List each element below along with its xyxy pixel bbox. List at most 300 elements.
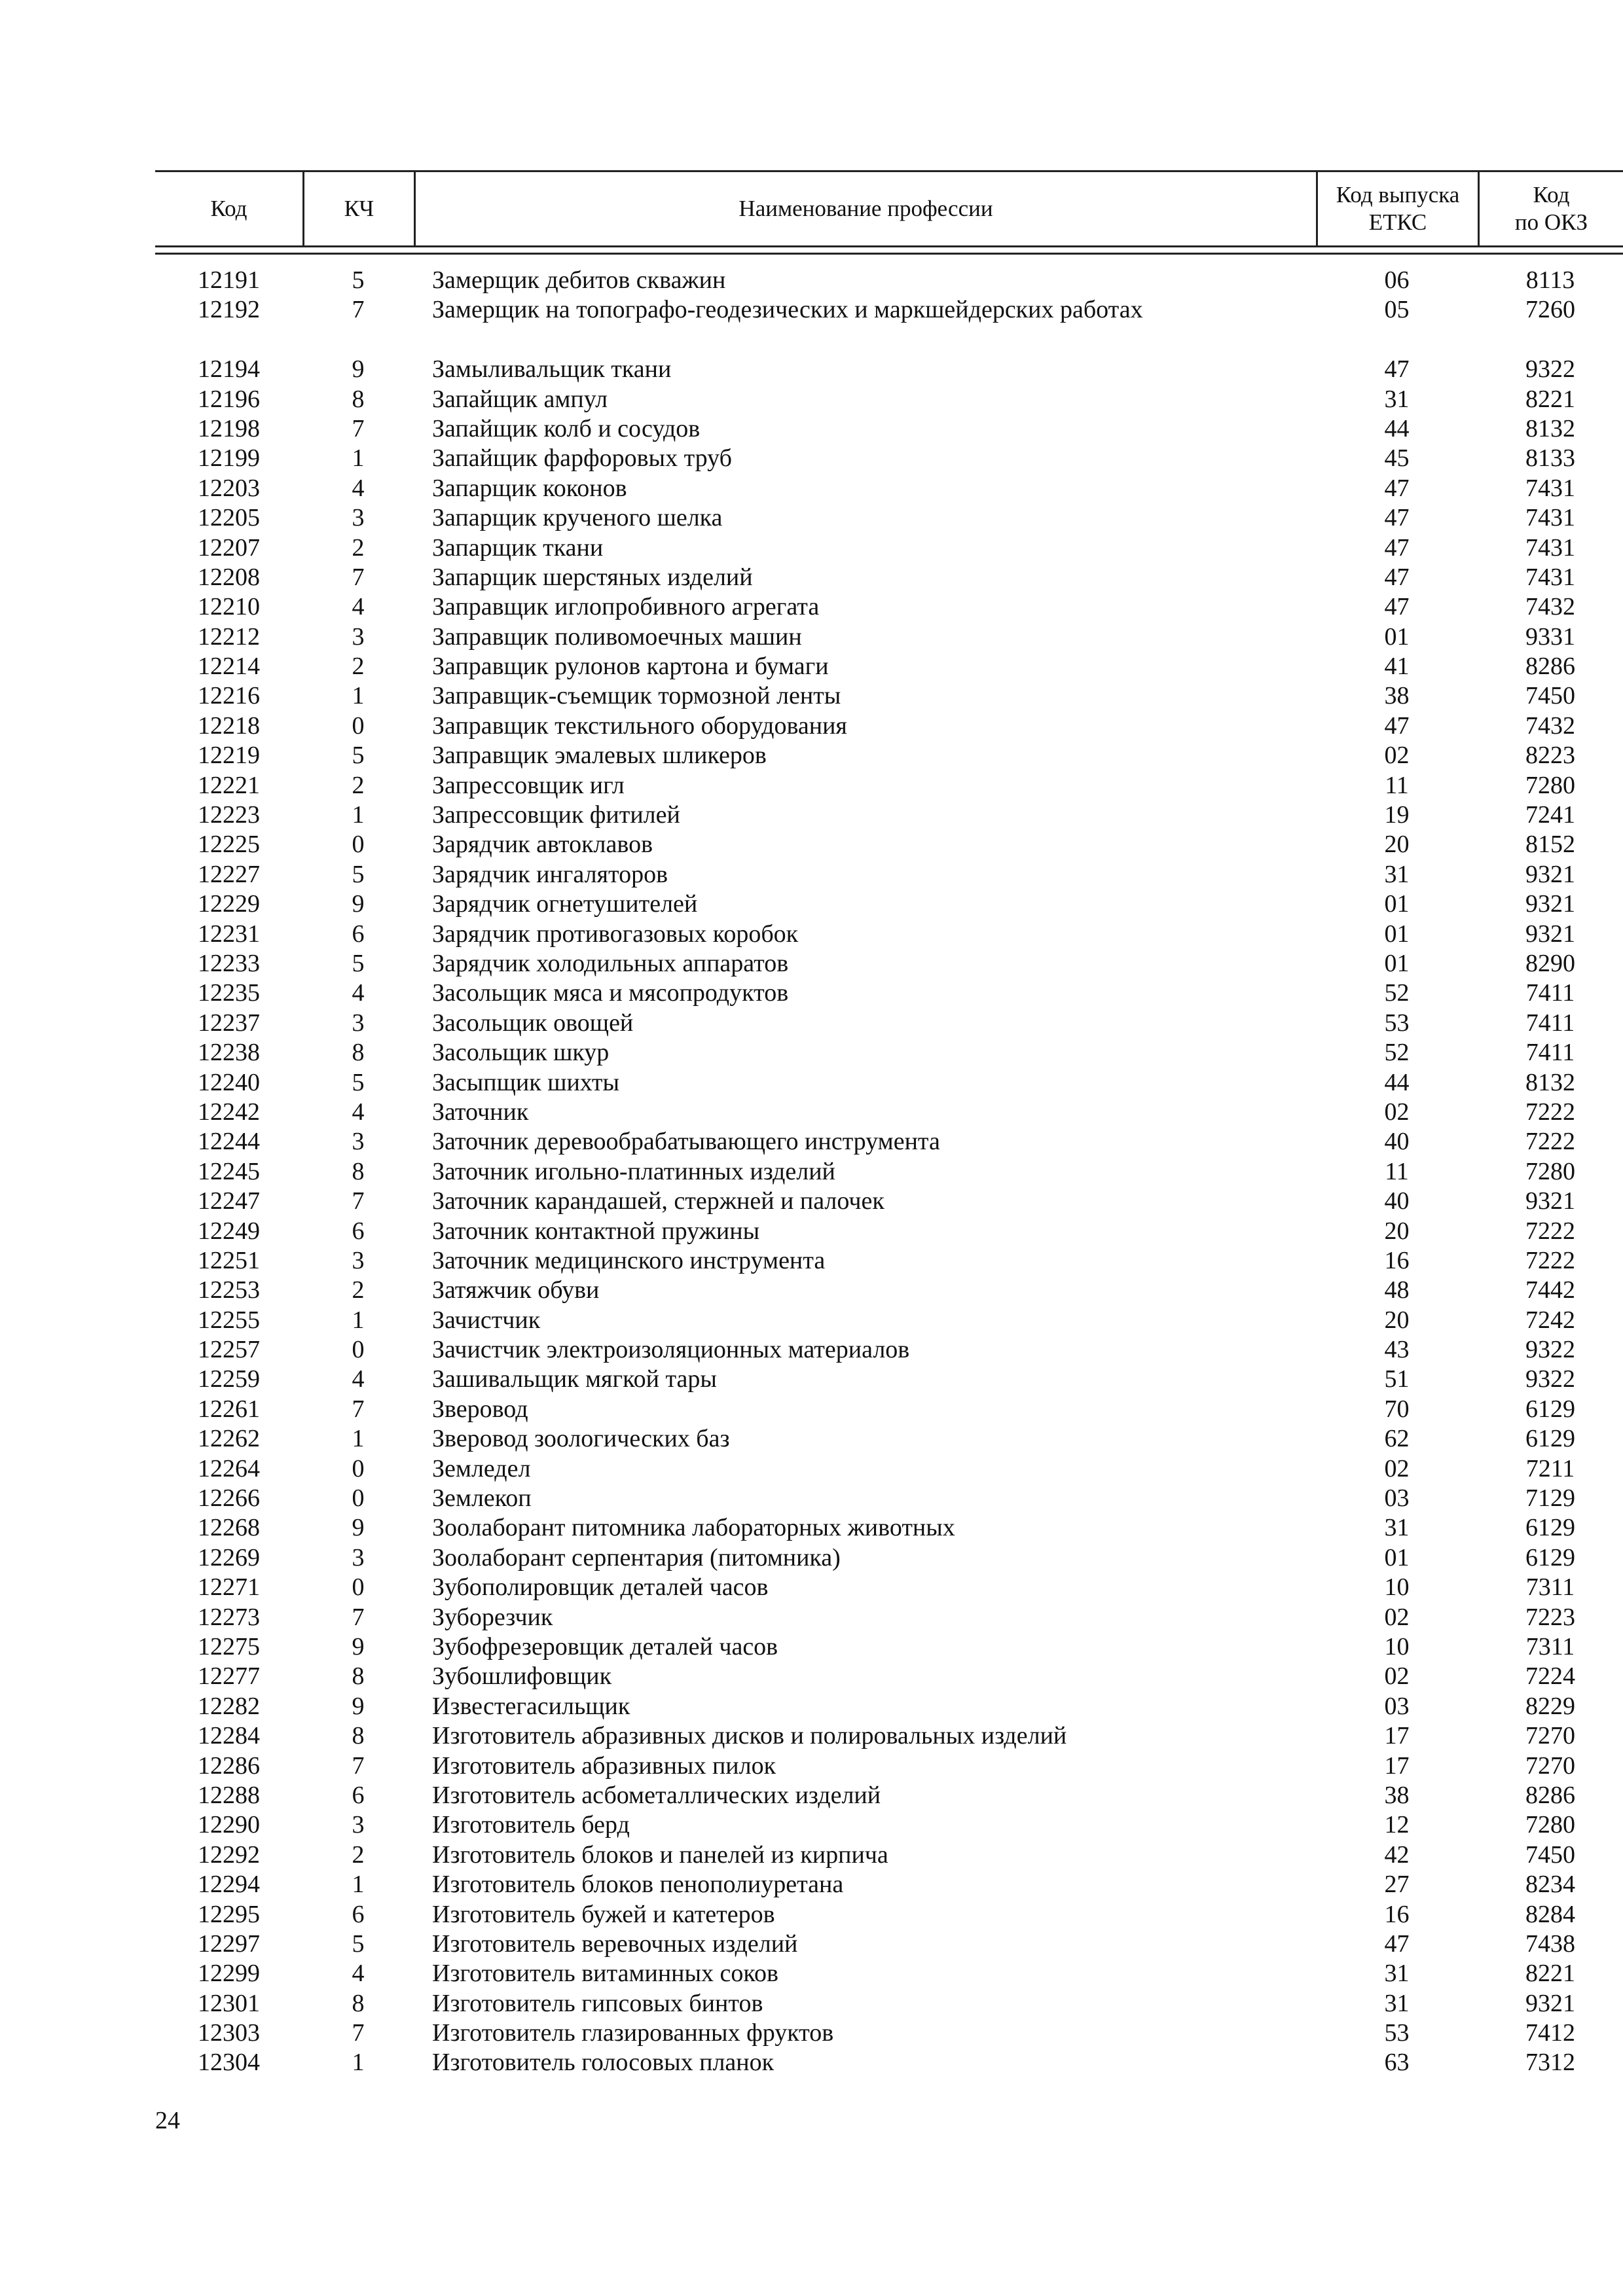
table-body <box>155 266 1623 2078</box>
cell-name: Изготовитель бужей и катетеров <box>432 1900 775 1928</box>
cell-code: 12219 <box>198 742 260 770</box>
cell-code: 12295 <box>198 1900 260 1928</box>
cell-kch: 3 <box>352 1543 365 1571</box>
cell-name: Заточник игольно-платинных изделий <box>432 1157 835 1185</box>
cell-okz: 9321 <box>1525 890 1575 918</box>
table-row <box>155 1395 1623 1424</box>
cell-etks: 38 <box>1384 682 1410 710</box>
cell-code: 12225 <box>198 831 260 859</box>
table-row <box>155 711 1623 741</box>
cell-kch: 2 <box>352 1276 365 1304</box>
cell-name: Замыливальщик ткани <box>432 355 672 384</box>
cell-okz: 8286 <box>1525 653 1575 681</box>
cell-okz: 9322 <box>1525 1336 1575 1364</box>
table-row <box>155 771 1623 800</box>
cell-code: 12273 <box>198 1603 260 1631</box>
cell-etks: 02 <box>1384 1603 1410 1631</box>
cell-code: 12199 <box>198 444 260 473</box>
table-row <box>155 1038 1623 1067</box>
cell-okz: 7241 <box>1525 801 1575 829</box>
cell-okz: 8221 <box>1525 385 1575 413</box>
cell-code: 12292 <box>198 1840 260 1869</box>
table-row <box>155 949 1623 978</box>
table-row <box>155 889 1623 919</box>
cell-code: 12214 <box>198 653 260 681</box>
cell-code: 12271 <box>198 1573 260 1602</box>
cell-kch: 0 <box>352 711 365 740</box>
cell-kch: 3 <box>352 1128 365 1156</box>
table-row <box>155 1454 1623 1484</box>
cell-code: 12288 <box>198 1781 260 1809</box>
cell-name: Изготовитель голосовых планок <box>432 2049 775 2077</box>
cell-name: Изготовитель глазированных фруктов <box>432 2019 834 2047</box>
table-row <box>155 920 1623 949</box>
cell-name: Затяжчик обуви <box>432 1276 600 1304</box>
cell-okz: 7224 <box>1525 1662 1575 1691</box>
cell-okz: 7260 <box>1525 296 1575 324</box>
header-name-label: Наименование профессии <box>739 196 993 221</box>
cell-okz: 8152 <box>1525 831 1575 859</box>
cell-name: Заточник медицинского инструмента <box>432 1246 826 1274</box>
cell-kch: 7 <box>352 1395 365 1423</box>
cell-kch: 7 <box>352 1187 365 1215</box>
table-row <box>155 1959 1623 1988</box>
cell-okz: 7222 <box>1525 1246 1575 1274</box>
cell-etks: 27 <box>1384 1871 1410 1899</box>
cell-etks: 53 <box>1384 1009 1410 1037</box>
cell-name: Изготовитель гипсовых бинтов <box>432 1989 763 2017</box>
cell-kch: 7 <box>352 414 365 442</box>
cell-etks: 31 <box>1384 1989 1410 2017</box>
cell-kch: 6 <box>352 1781 365 1809</box>
cell-kch: 7 <box>352 296 365 324</box>
cell-kch: 4 <box>352 1365 365 1393</box>
cell-okz: 6129 <box>1525 1395 1575 1423</box>
table-row <box>155 385 1623 414</box>
table-row <box>155 1721 1623 1751</box>
cell-name: Изготовитель веревочных изделий <box>432 1929 798 1958</box>
header-kch <box>302 172 414 245</box>
table-row <box>155 1513 1623 1543</box>
cell-name: Зарядчик холодильных аппаратов <box>432 950 789 977</box>
cell-etks: 02 <box>1384 1454 1410 1482</box>
cell-kch: 9 <box>352 890 365 918</box>
cell-etks: 63 <box>1384 2049 1410 2077</box>
cell-code: 12303 <box>198 2019 260 2047</box>
cell-etks: 03 <box>1384 1692 1410 1720</box>
cell-name: Запайщик ампул <box>432 385 608 413</box>
cell-name: Заправщик рулонов картона и бумаги <box>432 653 829 681</box>
table-row <box>155 1009 1623 1038</box>
cell-etks: 16 <box>1384 1900 1410 1928</box>
cell-code: 12218 <box>198 711 260 740</box>
cell-okz: 8229 <box>1525 1692 1575 1720</box>
cell-kch: 5 <box>352 1068 365 1096</box>
cell-code: 12244 <box>198 1128 260 1156</box>
table-row <box>155 1632 1623 1662</box>
cell-name: Зоолаборант серпентария (питомника) <box>432 1543 841 1571</box>
table-row <box>155 830 1623 859</box>
cell-code: 12192 <box>198 296 260 324</box>
cell-code: 12191 <box>198 266 260 294</box>
table-row <box>155 1424 1623 1454</box>
cell-kch: 3 <box>352 504 365 532</box>
cell-code: 12231 <box>198 920 260 948</box>
cell-kch: 7 <box>352 1751 365 1780</box>
cell-etks: 53 <box>1384 2019 1410 2047</box>
cell-kch: 1 <box>352 1871 365 1899</box>
cell-okz: 7311 <box>1525 1632 1575 1660</box>
cell-etks: 10 <box>1384 1573 1410 1602</box>
table-row <box>155 622 1623 652</box>
cell-okz: 7211 <box>1525 1454 1575 1482</box>
cell-etks: 06 <box>1384 266 1410 294</box>
cell-kch: 3 <box>352 1246 365 1274</box>
cell-code: 12223 <box>198 801 260 829</box>
cell-code: 12259 <box>198 1365 260 1393</box>
cell-code: 12194 <box>198 355 260 384</box>
cell-kch: 7 <box>352 2019 365 2047</box>
cell-name: Запрессовщик игл <box>432 771 625 799</box>
table-row <box>155 1989 1623 2018</box>
cell-etks: 05 <box>1384 296 1410 324</box>
cell-kch: 4 <box>352 593 365 621</box>
cell-code: 12216 <box>198 682 260 710</box>
cell-etks: 03 <box>1384 1484 1410 1513</box>
cell-name: Зачистчик электроизоляционных материалов <box>432 1336 910 1364</box>
table-row <box>155 2018 1623 2048</box>
cell-etks: 47 <box>1384 504 1410 532</box>
cell-okz: 8113 <box>1525 266 1575 294</box>
cell-code: 12269 <box>198 1543 260 1571</box>
cell-etks: 16 <box>1384 1246 1410 1274</box>
professions-table <box>155 170 1588 2077</box>
cell-etks: 70 <box>1384 1395 1410 1423</box>
cell-kch: 4 <box>352 1098 365 1126</box>
table-row <box>155 1900 1623 1929</box>
cell-okz: 7412 <box>1525 2019 1575 2047</box>
cell-code: 12284 <box>198 1722 260 1750</box>
table-row <box>155 1870 1623 1899</box>
cell-okz: 7222 <box>1525 1217 1575 1245</box>
table-row <box>155 1187 1623 1216</box>
cell-name: Засольщик шкур <box>432 1039 610 1067</box>
cell-etks: 02 <box>1384 742 1410 770</box>
table-row <box>155 592 1623 622</box>
cell-name: Заправщик эмалевых шликеров <box>432 742 767 770</box>
table-row <box>155 533 1623 563</box>
cell-okz: 7411 <box>1525 979 1575 1007</box>
cell-code: 12275 <box>198 1632 260 1660</box>
cell-kch: 1 <box>352 801 365 829</box>
table-row <box>155 1781 1623 1810</box>
cell-name: Засольщик мяса и мясопродуктов <box>432 979 789 1007</box>
table-row <box>155 474 1623 503</box>
cell-okz: 7129 <box>1525 1484 1575 1513</box>
cell-name: Заточник карандашей, стержней и палочек <box>432 1187 884 1215</box>
cell-okz: 7280 <box>1525 1811 1575 1839</box>
cell-code: 12205 <box>198 504 260 532</box>
cell-code: 12301 <box>198 1989 260 2017</box>
table-row <box>155 1127 1623 1157</box>
table-row <box>155 414 1623 444</box>
table-row <box>155 1365 1623 1394</box>
cell-code: 12251 <box>198 1246 260 1274</box>
cell-name: Изготовитель блоков пенополиуретана <box>432 1871 844 1899</box>
table-row <box>155 1098 1623 1127</box>
cell-name: Заточник деревообрабатывающего инструмента <box>432 1128 940 1156</box>
cell-kch: 4 <box>352 979 365 1007</box>
cell-okz: 7312 <box>1525 2049 1575 2077</box>
cell-etks: 48 <box>1384 1276 1410 1304</box>
cell-code: 12203 <box>198 474 260 502</box>
cell-kch: 2 <box>352 533 365 562</box>
cell-etks: 11 <box>1385 1157 1409 1185</box>
header-etks <box>1316 172 1478 245</box>
cell-kch: 8 <box>352 1157 365 1185</box>
cell-okz: 9331 <box>1525 622 1575 651</box>
cell-name: Зверовод <box>432 1395 528 1423</box>
cell-okz: 7431 <box>1525 533 1575 562</box>
cell-etks: 44 <box>1384 414 1410 442</box>
cell-name: Зарядчик ингаляторов <box>432 860 668 888</box>
cell-etks: 12 <box>1384 1811 1410 1839</box>
cell-etks: 02 <box>1384 1662 1410 1691</box>
cell-code: 12233 <box>198 950 260 977</box>
cell-kch: 5 <box>352 860 365 888</box>
cell-kch: 4 <box>352 1960 365 1988</box>
cell-okz: 7450 <box>1525 1840 1575 1869</box>
cell-kch: 8 <box>352 1722 365 1750</box>
cell-etks: 17 <box>1384 1722 1410 1750</box>
cell-etks: 31 <box>1384 1960 1410 1988</box>
cell-code: 12253 <box>198 1276 260 1304</box>
header-code <box>155 172 302 245</box>
cell-kch: 6 <box>352 920 365 948</box>
cell-okz: 7270 <box>1525 1751 1575 1780</box>
cell-code: 12238 <box>198 1039 260 1067</box>
cell-etks: 01 <box>1384 890 1410 918</box>
cell-etks: 42 <box>1384 1840 1410 1869</box>
cell-code: 12212 <box>198 622 260 651</box>
table-row <box>155 1157 1623 1187</box>
cell-okz: 8284 <box>1525 1900 1575 1928</box>
cell-okz: 7222 <box>1525 1098 1575 1126</box>
cell-code: 12257 <box>198 1336 260 1364</box>
cell-code: 12235 <box>198 979 260 1007</box>
cell-code: 12207 <box>198 533 260 562</box>
page-number: 24 <box>155 2107 180 2134</box>
header-etks-line2: ЕТКС <box>1368 209 1427 235</box>
cell-okz: 7280 <box>1525 771 1575 799</box>
table-row <box>155 1217 1623 1246</box>
cell-code: 12208 <box>198 563 260 591</box>
cell-name: Запарщик коконов <box>432 474 627 502</box>
cell-code: 12266 <box>198 1484 260 1513</box>
cell-okz: 8290 <box>1525 950 1575 977</box>
cell-kch: 3 <box>352 1009 365 1037</box>
cell-etks: 01 <box>1384 1543 1410 1571</box>
cell-name: Изготовитель абразивных пилок <box>432 1751 776 1780</box>
header-double-rule <box>155 245 1623 255</box>
cell-kch: 0 <box>352 1454 365 1482</box>
header-code-label: Код <box>210 196 247 221</box>
table-row <box>155 1068 1623 1098</box>
cell-etks: 31 <box>1384 1514 1410 1542</box>
cell-code: 12304 <box>198 2049 260 2077</box>
table-row <box>155 503 1623 533</box>
table-row <box>155 266 1623 295</box>
cell-etks: 62 <box>1384 1425 1410 1453</box>
cell-etks: 19 <box>1384 801 1410 829</box>
cell-kch: 1 <box>352 682 365 710</box>
cell-code: 12297 <box>198 1929 260 1958</box>
table-row <box>155 1484 1623 1513</box>
cell-etks: 20 <box>1384 1217 1410 1245</box>
cell-name: Известегасильщик <box>432 1692 630 1720</box>
cell-okz: 8223 <box>1525 742 1575 770</box>
cell-okz: 7411 <box>1525 1039 1575 1067</box>
table-row <box>155 355 1623 384</box>
cell-code: 12282 <box>198 1692 260 1720</box>
cell-code: 12255 <box>198 1306 260 1334</box>
cell-name: Зарядчик автоклавов <box>432 831 653 859</box>
cell-name: Земледел <box>432 1454 531 1482</box>
cell-kch: 2 <box>352 1840 365 1869</box>
cell-kch: 0 <box>352 1573 365 1602</box>
cell-kch: 6 <box>352 1900 365 1928</box>
cell-etks: 31 <box>1384 860 1410 888</box>
table-row <box>155 1840 1623 1870</box>
table-row <box>155 1692 1623 1721</box>
cell-name: Зубошлифовщик <box>432 1662 612 1691</box>
cell-code: 12277 <box>198 1662 260 1691</box>
cell-name: Заправщик иглопробивного агрегата <box>432 593 820 621</box>
cell-name: Засыпщик шихты <box>432 1068 619 1096</box>
cell-name: Зубополировщик деталей часов <box>432 1573 769 1602</box>
cell-name: Запайщик колб и сосудов <box>432 414 701 442</box>
cell-kch: 8 <box>352 385 365 413</box>
cell-kch: 8 <box>352 1662 365 1691</box>
cell-kch: 5 <box>352 1929 365 1958</box>
cell-name: Изготовитель асбометаллических изделий <box>432 1781 881 1809</box>
cell-etks: 47 <box>1384 1929 1410 1958</box>
table-row <box>155 1543 1623 1573</box>
cell-etks: 01 <box>1384 950 1410 977</box>
table-row <box>155 741 1623 770</box>
cell-okz: 9322 <box>1525 1365 1575 1393</box>
cell-kch: 5 <box>352 266 365 294</box>
cell-etks: 02 <box>1384 1098 1410 1126</box>
cell-name: Зубофрезеровщик деталей часов <box>432 1632 778 1660</box>
table-row <box>155 1751 1623 1781</box>
cell-name: Изготовитель блоков и панелей из кирпича <box>432 1840 888 1869</box>
table-row <box>155 563 1623 592</box>
cell-kch: 0 <box>352 1484 365 1513</box>
cell-code: 12262 <box>198 1425 260 1453</box>
cell-kch: 9 <box>352 1514 365 1542</box>
cell-okz: 8132 <box>1525 414 1575 442</box>
cell-etks: 01 <box>1384 920 1410 948</box>
cell-code: 12286 <box>198 1751 260 1780</box>
cell-name: Зачистчик <box>432 1306 541 1334</box>
cell-etks: 47 <box>1384 355 1410 384</box>
cell-etks: 47 <box>1384 533 1410 562</box>
header-okz-line2: по ОКЗ <box>1514 209 1588 235</box>
cell-etks: 41 <box>1384 653 1410 681</box>
cell-kch: 5 <box>352 950 365 977</box>
cell-okz: 7432 <box>1525 711 1575 740</box>
cell-okz: 7223 <box>1525 1603 1575 1631</box>
cell-name: Зуборезчик <box>432 1603 553 1631</box>
cell-name: Запарщик ткани <box>432 533 604 562</box>
cell-okz: 7222 <box>1525 1128 1575 1156</box>
cell-name: Зашивальщик мягкой тары <box>432 1365 717 1393</box>
header-name <box>414 172 1316 245</box>
cell-name: Заправщик текстильного оборудования <box>432 711 847 740</box>
cell-name: Запарщик крученого шелка <box>432 504 723 532</box>
cell-etks: 11 <box>1385 771 1409 799</box>
cell-etks: 40 <box>1384 1187 1410 1215</box>
cell-etks: 38 <box>1384 1781 1410 1809</box>
cell-okz: 7431 <box>1525 504 1575 532</box>
cell-code: 12264 <box>198 1454 260 1482</box>
table-row <box>155 295 1623 355</box>
cell-kch: 7 <box>352 1603 365 1631</box>
cell-kch: 5 <box>352 742 365 770</box>
cell-name: Заточник <box>432 1098 529 1126</box>
table-row <box>155 1603 1623 1632</box>
cell-okz: 7242 <box>1525 1306 1575 1334</box>
cell-okz: 7411 <box>1525 1009 1575 1037</box>
cell-code: 12290 <box>198 1811 260 1839</box>
cell-code: 12299 <box>198 1960 260 1988</box>
cell-name: Землекоп <box>432 1484 532 1513</box>
cell-okz: 7280 <box>1525 1157 1575 1185</box>
cell-okz: 9321 <box>1525 1187 1575 1215</box>
cell-okz: 7432 <box>1525 593 1575 621</box>
cell-kch: 3 <box>352 1811 365 1839</box>
cell-name: Зарядчик противогазовых коробок <box>432 920 799 948</box>
cell-name: Зоолаборант питомника лабораторных животных <box>432 1514 955 1542</box>
cell-okz: 8133 <box>1525 444 1575 473</box>
cell-name: Заточник контактной пружины <box>432 1217 760 1245</box>
cell-kch: 9 <box>352 1692 365 1720</box>
table-row <box>155 1246 1623 1276</box>
cell-kch: 4 <box>352 474 365 502</box>
table-row <box>155 652 1623 681</box>
cell-etks: 47 <box>1384 474 1410 502</box>
cell-code: 12247 <box>198 1187 260 1215</box>
cell-okz: 6129 <box>1525 1425 1575 1453</box>
cell-etks: 45 <box>1384 444 1410 473</box>
cell-etks: 17 <box>1384 1751 1410 1780</box>
cell-etks: 47 <box>1384 563 1410 591</box>
table-row <box>155 1335 1623 1365</box>
cell-code: 12245 <box>198 1157 260 1185</box>
cell-name: Заправщик-съемщик тормозной ленты <box>432 682 841 710</box>
cell-kch: 0 <box>352 1336 365 1364</box>
table-row <box>155 1662 1623 1691</box>
header-etks-line1: Код выпуска <box>1336 182 1460 207</box>
cell-kch: 7 <box>352 563 365 591</box>
cell-name: Запарщик шерстяных изделий <box>432 563 753 591</box>
cell-kch: 8 <box>352 1039 365 1067</box>
cell-code: 12261 <box>198 1395 260 1423</box>
cell-kch: 6 <box>352 1217 365 1245</box>
cell-name: Изготовитель берд <box>432 1811 630 1839</box>
cell-name: Изготовитель витаминных соков <box>432 1960 778 1988</box>
